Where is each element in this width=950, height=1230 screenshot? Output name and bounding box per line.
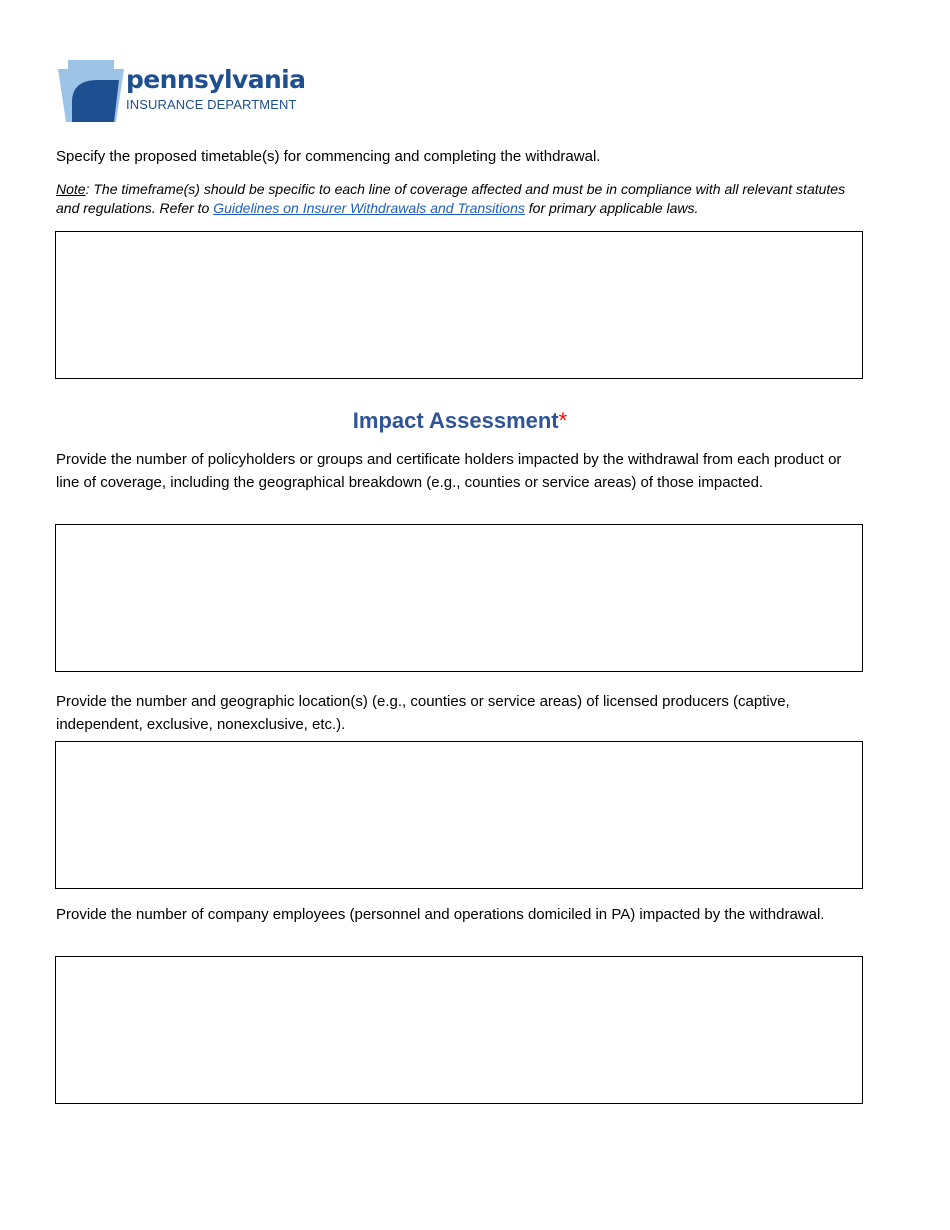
policyholders-input[interactable] <box>55 524 863 672</box>
producers-prompt: Provide the number and geographic location(s) (e.g., counties or service areas) of licensed producers (captive, independent, exclusive, nonexclusive, etc.). <box>56 693 790 733</box>
required-asterisk: * <box>558 408 568 433</box>
timetable-prompt: Specify the proposed timetable(s) for commencing and completing the withdrawal. <box>56 148 601 165</box>
heading-text: Impact Assessment <box>352 408 559 433</box>
policyholders-prompt: Provide the number of policyholders or groups and certificate holders impacted by the withdrawal from each product or line of coverage, including the geographical breakdown (e.g., counties or service areas) of those impacted. <box>56 451 842 491</box>
note-text-1: : The timeframe(s) should be specific to each line of coverage affected and must be in compliance with all relevant statutes and regulations. Refer to <box>56 181 846 216</box>
note-label: Note <box>56 181 86 197</box>
timetable-note <box>56 180 871 218</box>
producers-input[interactable] <box>55 741 863 889</box>
keystone-icon <box>58 60 124 124</box>
employees-input[interactable] <box>55 956 863 1104</box>
timetable-input[interactable] <box>55 231 863 379</box>
logo-wordmark: pennsylvania <box>126 65 306 94</box>
employees-prompt: Provide the number of company employees (personnel and operations domiciled in PA) impacted by the withdrawal. <box>56 906 825 923</box>
pa-insurance-department-logo <box>58 58 306 124</box>
guidelines-link[interactable]: Guidelines on Insurer Withdrawals and Transitions <box>213 200 525 216</box>
note-text-2: for primary applicable laws. <box>524 200 699 216</box>
logo-subtitle: INSURANCE DEPARTMENT <box>126 97 297 112</box>
impact-assessment-heading <box>0 408 920 434</box>
